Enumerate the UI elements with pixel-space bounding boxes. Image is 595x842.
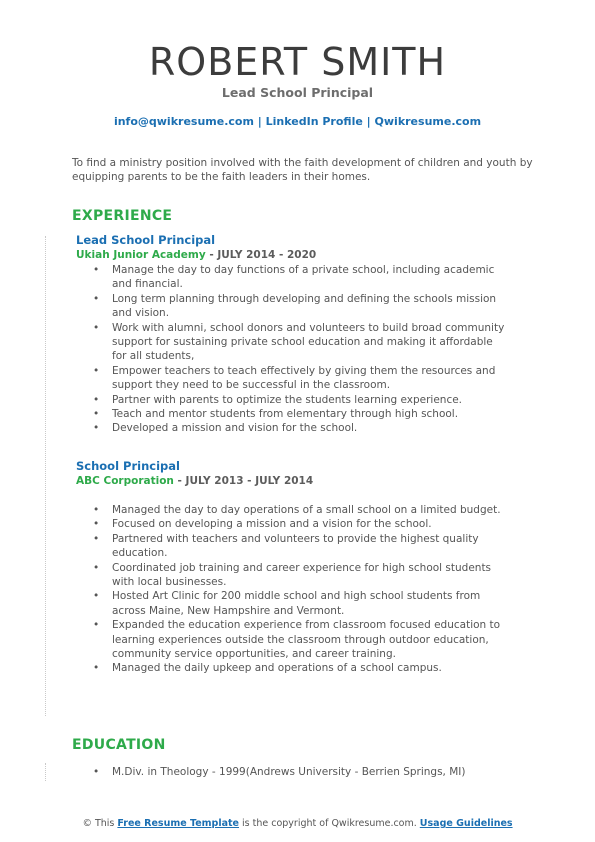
education-list [76,765,506,779]
job-bullets [76,503,506,676]
footer [0,818,595,829]
job-company: ABC Corporation [76,475,174,487]
contact-separator: | [257,115,262,128]
education-heading: EDUCATION [72,737,166,753]
list-item: • Expanded the education experience from classroom focused education to learning experiences outside the classroom through outdoor education, community service opportunities, and career training. [76,618,506,661]
section-divider-rail [45,236,46,716]
email-link[interactable]: info@qwikresume.com [113,115,254,128]
job-company-line [76,474,506,489]
experience-heading: EXPERIENCE [72,208,173,224]
job-dates: - JULY 2014 - 2020 [205,249,317,261]
job-entry [76,459,506,676]
list-item: • Coordinated job training and career experience for high school students with local businesses. [76,561,506,590]
list-item: • Teach and mentor students from elementary through high school. [76,407,506,421]
list-item: • Focused on developing a mission and a vision for the school. [76,517,506,531]
list-item: • Manage the day to day functions of a private school, including academic and financial. [76,263,506,292]
list-item: • M.Div. in Theology - 1999(Andrews University - Berrien Springs, MI) [76,765,506,779]
usage-guidelines-link[interactable]: Usage Guidelines [419,818,513,829]
list-item: • Partner with parents to optimize the students learning experience. [76,393,506,407]
job-bullets [76,263,506,436]
linkedin-link[interactable]: LinkedIn Profile [265,115,363,128]
job-company: Ukiah Junior Academy [76,249,206,261]
footer-prefix: © This [82,818,118,829]
footer-middle: is the copyright of Qwikresume.com. [239,818,420,829]
education-entry [76,765,506,779]
free-resume-template-link[interactable]: Free Resume Template [117,818,239,829]
list-item: • Work with alumni, school donors and volunteers to build broad community support for sustaining private school education and making it affordable for all students, [76,321,506,364]
list-item: • Empower teachers to teach effectively by giving them the resources and support they need to be successful in the classroom. [76,364,506,393]
job-company-line [76,248,506,263]
job-entry [76,233,506,436]
list-item: • Managed the day to day operations of a small school on a limited budget. [76,503,506,517]
summary-text: To find a ministry position involved with the faith development of children and youth by equipping parents to be the faith leaders in their homes. [72,157,533,183]
website-link[interactable]: Qwikresume.com [374,115,482,128]
list-item: • Hosted Art Clinic for 200 middle school and high school students from across Maine, New Hampshire and Vermont. [76,589,506,618]
job-title: Lead School Principal [76,233,216,247]
list-item: • Long term planning through developing and defining the schools mission and vision. [76,292,506,321]
job-dates: - JULY 2013 - JULY 2014 [173,475,314,487]
list-item: • Managed the daily upkeep and operations of a school campus. [76,661,506,675]
candidate-name: ROBERT SMITH [148,40,447,84]
list-item: • Partnered with teachers and volunteers to provide the highest quality education. [76,532,506,561]
job-title: School Principal [76,459,180,473]
contact-separator: | [366,115,371,128]
contact-line [0,115,595,128]
list-item: • Developed a mission and vision for the school. [76,421,506,435]
section-divider-rail [45,763,46,781]
candidate-title: Lead School Principal [221,85,374,100]
